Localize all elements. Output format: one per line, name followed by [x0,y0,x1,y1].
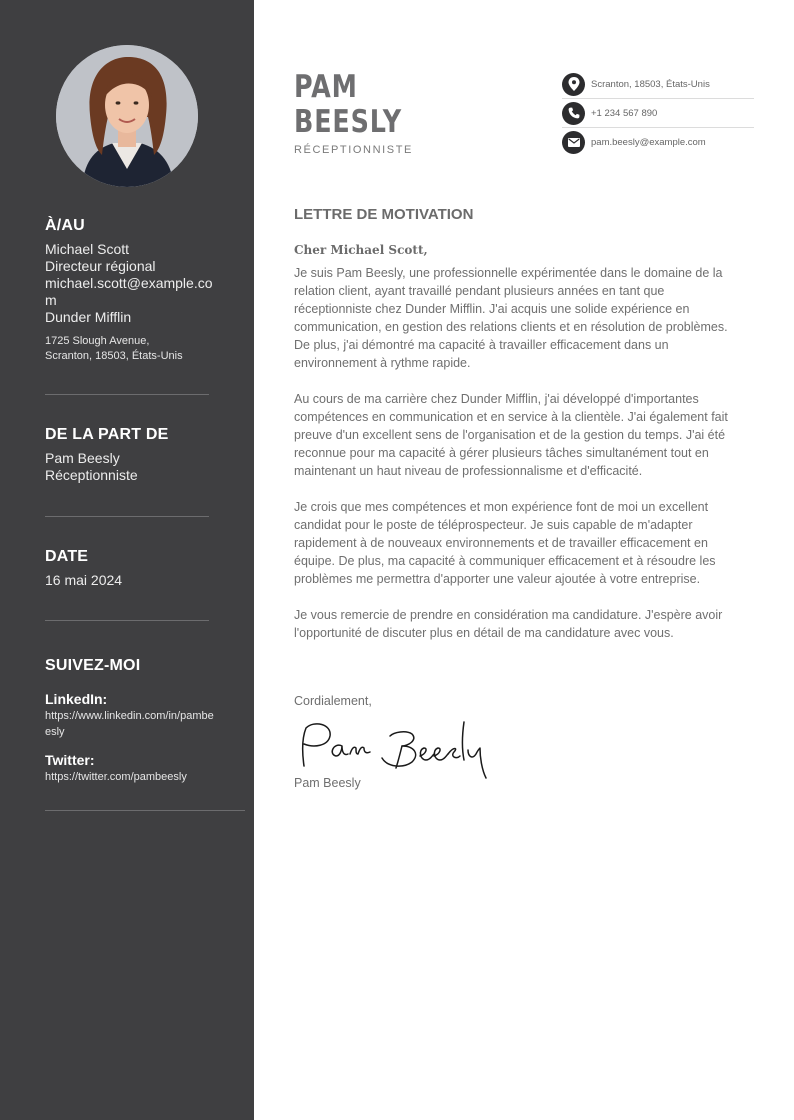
sidebar [0,0,254,1120]
email-text[interactable]: pam.beesly@example.com [591,137,706,148]
contact-phone [562,99,754,128]
twitter-label: Twitter: [45,752,95,768]
letter-paragraph: Je suis Pam Beesly, une professionnelle expérimentée dans le domaine de la relation client, ayant travaillé pendant plusieurs années en tant que réceptionniste chez Dunder Mifflin. J'ai acquis une solide expérience en communication, en gestion des relations clients et en résolution de problèmes. De plus, j'ai démontré ma capacité à travailler efficacement dans un environnement à rythme rapide. [294,266,728,370]
recipient-heading: À/AU [45,217,85,234]
sender-section [45,426,215,484]
location-pin-icon [562,73,585,96]
date-value: 16 mai 2024 [45,572,123,588]
letter-body [294,264,740,660]
date-heading: DATE [45,548,89,565]
social-heading: SUIVEZ-MOI [45,657,141,674]
phone-text: +1 234 567 890 [591,107,658,119]
date-section [45,548,215,589]
divider [45,394,209,395]
avatar [56,45,198,187]
social-section [45,657,215,785]
divider [45,620,209,621]
applicant-name [294,70,402,140]
letter-paragraph: Je crois que mes compétences et mon expérience font de moi un excellent candidat pour le poste de téléprospecteur. Je suis capable de m'adapter rapidement à de nouveaux environnements et de travailler efficacement en équipe. De plus, ma capacité à communiquer efficacement et à résoudre les problèmes me permettra d'apporter une valeur ajoutée à votre entreprise. [294,500,716,586]
linkedin-label: LinkedIn: [45,691,108,707]
recipient-section [45,217,215,364]
contact-email [562,128,754,157]
letter-title: LETTRE DE MOTIVATION [294,206,474,223]
contact-address [562,70,754,99]
letter-paragraph: Je vous remercie de prendre en considération ma candidature. J'espère avoir l'opportunité de discuter plus en détail de ma candidature avec vous. [294,608,723,640]
signer-name: Pam Beesly [294,776,361,790]
recipient-address-line1: 1725 Slough Avenue, [45,335,150,347]
sender-heading: DE LA PART DE [45,426,169,443]
recipient-role: Directeur régional [45,258,156,274]
recipient-name: Michael Scott [45,241,130,257]
first-name: PAM [294,69,358,105]
letter-greeting: Cher Michael Scott, [294,243,428,257]
letter-paragraph: Au cours de ma carrière chez Dunder Mifflin, j'ai développé d'importantes compétences en communication et en service à la clientèle. J'ai également fait preuve d'un excellent sens de l'organisation et de la gestion du temps. J'ai été reconnue pour ma capacité à gérer plusieurs tâches simultanément tout en maintenant un haut niveau de professionnalisme et d'efficacité. [294,392,728,478]
twitter-link[interactable]: https://twitter.com/pambeesly [45,771,187,783]
sender-role: Réceptionniste [45,467,138,483]
sender-name: Pam Beesly [45,450,120,466]
recipient-address-line2: Scranton, 18503, États-Unis [45,350,183,362]
phone-icon [562,102,585,125]
job-title: RÉCEPTIONNISTE [294,144,413,156]
address-text: Scranton, 18503, États-Unis [591,78,710,90]
divider [45,810,245,811]
last-name: BEESLY [294,104,402,140]
recipient-address [45,334,215,364]
portrait-photo [56,45,198,187]
divider [45,516,209,517]
envelope-icon [562,131,585,154]
recipient-email: michael.scott@example.com [45,275,213,308]
recipient-company: Dunder Mifflin [45,309,132,325]
letter-closing: Cordialement, [294,694,372,708]
linkedin-link[interactable]: https://www.linkedin.com/in/pambeesly [45,710,214,738]
